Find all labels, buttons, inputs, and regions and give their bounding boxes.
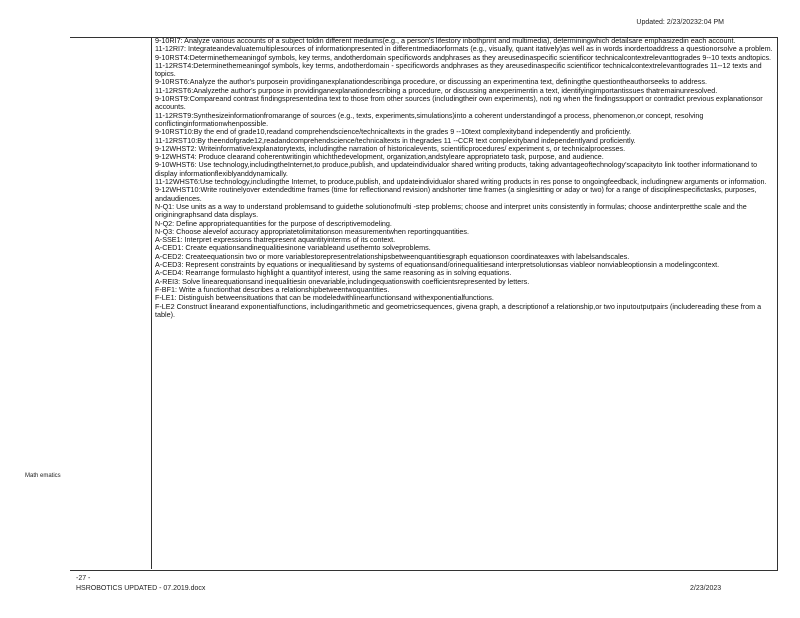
standard-item: 9-10RST9:Compareand contrast findingspresentedina text to those from other sources (includingtheir own experiments), noti ng when the findingssupport or contradict previous explanationsor accounts. bbox=[155, 94, 763, 112]
standards-list bbox=[155, 37, 775, 319]
standard-item: 9-12WHST4: Produce clearand coherentwritingin whichthedevelopment, organization,andstyleare appropriateto task, purpose, and audience. bbox=[155, 152, 604, 162]
page-number: -27 - bbox=[76, 575, 91, 582]
standard-item: F-BF1: Write a functionthat describes a relationshipbetweentwoquantities. bbox=[155, 284, 390, 294]
standard-item: A-CED4: Rearrange formulasto highlight a quantityof interest, using the same reasoning as in solving equations. bbox=[155, 268, 512, 278]
standard-item: 11-12RST4:Determinethemeaningof symbols, key terms, andotherdomain - specificwords andphrases as they areusedinaspecific scientificor technicalcontextrelevanttogrades 11--12 texts and topics. bbox=[155, 60, 762, 79]
standard-item: 11-12RST6:Analyzethe author's purpose in providinganexplanationdescribing a procedure, or discussing anexperimentin a text, identifyingimportantissues thatremainunresolved. bbox=[155, 85, 718, 95]
standard-item: A-CED2: Createequationsin two or more variablestorepresentrelationshipsbetweenquantitiesgraph equationson coordinateaxes with labelsandscales. bbox=[155, 251, 630, 261]
standard-item: 11-12RST10:By theendofgrade12,readandcomprehendscience/technicaltexts in thegrades 11 --CCR text complexityband independentlyand proficiently. bbox=[155, 135, 636, 145]
standard-item: 9-10RI7: Analyze various accounts of a subject toldin different mediums(e.g., a person's lifestory inbothprint and multimedia), determiningwhich detailsare emphasizedin each account. bbox=[155, 36, 736, 45]
standard-item: 9-12WHST2: Writeinformative/explanatorytexts, includingthe narration of historicalevents, scientificprocedures/ experiment s, or technicalprocesses. bbox=[155, 143, 626, 153]
subject-cell: Math ematics bbox=[25, 473, 61, 479]
standard-item: A-REI3: Solve linearequationsand inequalitiesin onevariable,includingequationswith coefficientsrepresented by letters. bbox=[155, 276, 530, 286]
standard-item: 11-12RI7: Integrateandevaluatemultiplesources of informationpresented in differentmediaorformats (e.g., visually, quant itatively)as well as in words inordertoaddress a questionorsolve a problem. bbox=[155, 44, 773, 54]
standard-item: F-LE1: Distinguish betweensituations that can be modeledwithlinearfunctionsand withexponentialfunctions. bbox=[155, 293, 494, 303]
standard-item: A-CED1: Create equationsandinequalitiesinone variableand usethemto solveproblems. bbox=[155, 243, 431, 253]
footer-date: 2/23/2023 bbox=[690, 585, 722, 592]
standard-item: 11-12WHST6:Use technology,includingthe Internet, to produce,publish, and updateindividualor shared writing products in res ponse to ongoingfeedback, includingnew arguments or information. bbox=[155, 177, 767, 187]
standard-item: N-Q3: Choose alevelof accuracy appropriatetolimitationson measurementwhen reportingquantities. bbox=[155, 226, 470, 236]
standard-item: 9-12WHST10:Write routinelyover extendedtime frames (time for reflectionand revision) andshorter time frames (a singlesitting or aday or two) for a range of disciplinespecifictasks, purposes, andaudiences. bbox=[155, 185, 757, 203]
updated-timestamp: Updated: 2/23/20232:04 PM bbox=[636, 19, 724, 26]
standard-item: 9-10RST10:By the end of grade10,readand comprehendscience/technicaltexts in the grades 9 --10text complexityband independently and proficiently. bbox=[155, 127, 632, 137]
standard-item: 9-10WHST6: Use technology,includingtheInternet,to produce,publish, and updateindividualor shared writing products, taking advantageoftechnology'scapacityto link toother informationand to display informationflexiblyanddynamically. bbox=[155, 160, 758, 178]
standard-item: A-CED3: Represent constraints by equations or inequalitiesand by systems of equationsand/orinequalitiesand interpretsolutionsas viableor nonviableoptionsin a modelingcontext. bbox=[155, 260, 720, 270]
document-name: HSROBOTICS UPDATED - 07.2019.docx bbox=[76, 585, 206, 592]
standard-item: 11-12RST9:Synthesizeinformationfromarange of sources (e.g., texts, experiments,simulations)into a coherent understandingof a process, phenomenon,or concept, resolving conflictinginformationwhenpossible. bbox=[155, 110, 704, 128]
column-divider bbox=[151, 37, 152, 569]
standard-item: A-SSE1: Interpret expressions thatrepresent aquantityinterms of its context. bbox=[155, 235, 396, 245]
standard-item: F-LE2 Construct linearand exponentialfunctions, includingarithmetic and geometricsequences, givena graph, a descriptionof a relationship,or two inputoutputpairs (includereading these from a table). bbox=[155, 301, 762, 319]
standard-item: N-Q2: Define appropriatequantities for the purpose of descriptivemodeling. bbox=[155, 218, 392, 228]
standard-item: 9-10RST6:Analyze the author's purposein providinganexplanationdescribinga procedure, or discussing an experimentina text, definingthe questiontheauthorseeks to address. bbox=[155, 77, 707, 87]
standard-item: N-Q1: Use units as a way to understand problemsand to guidethe solutionofmulti -step problems; choose and interpret units consistently in formulas; choose andinterpretthe scale and the originingraphsand data displays. bbox=[155, 201, 747, 220]
standard-item: 9-10RST4:Determinethemeaningof symbols, key terms, andotherdomain specificwords andphrases as they areusedinaspecific scientificor technicalcontextrelevanttogrades 9--10 texts andtopics. bbox=[155, 52, 772, 62]
